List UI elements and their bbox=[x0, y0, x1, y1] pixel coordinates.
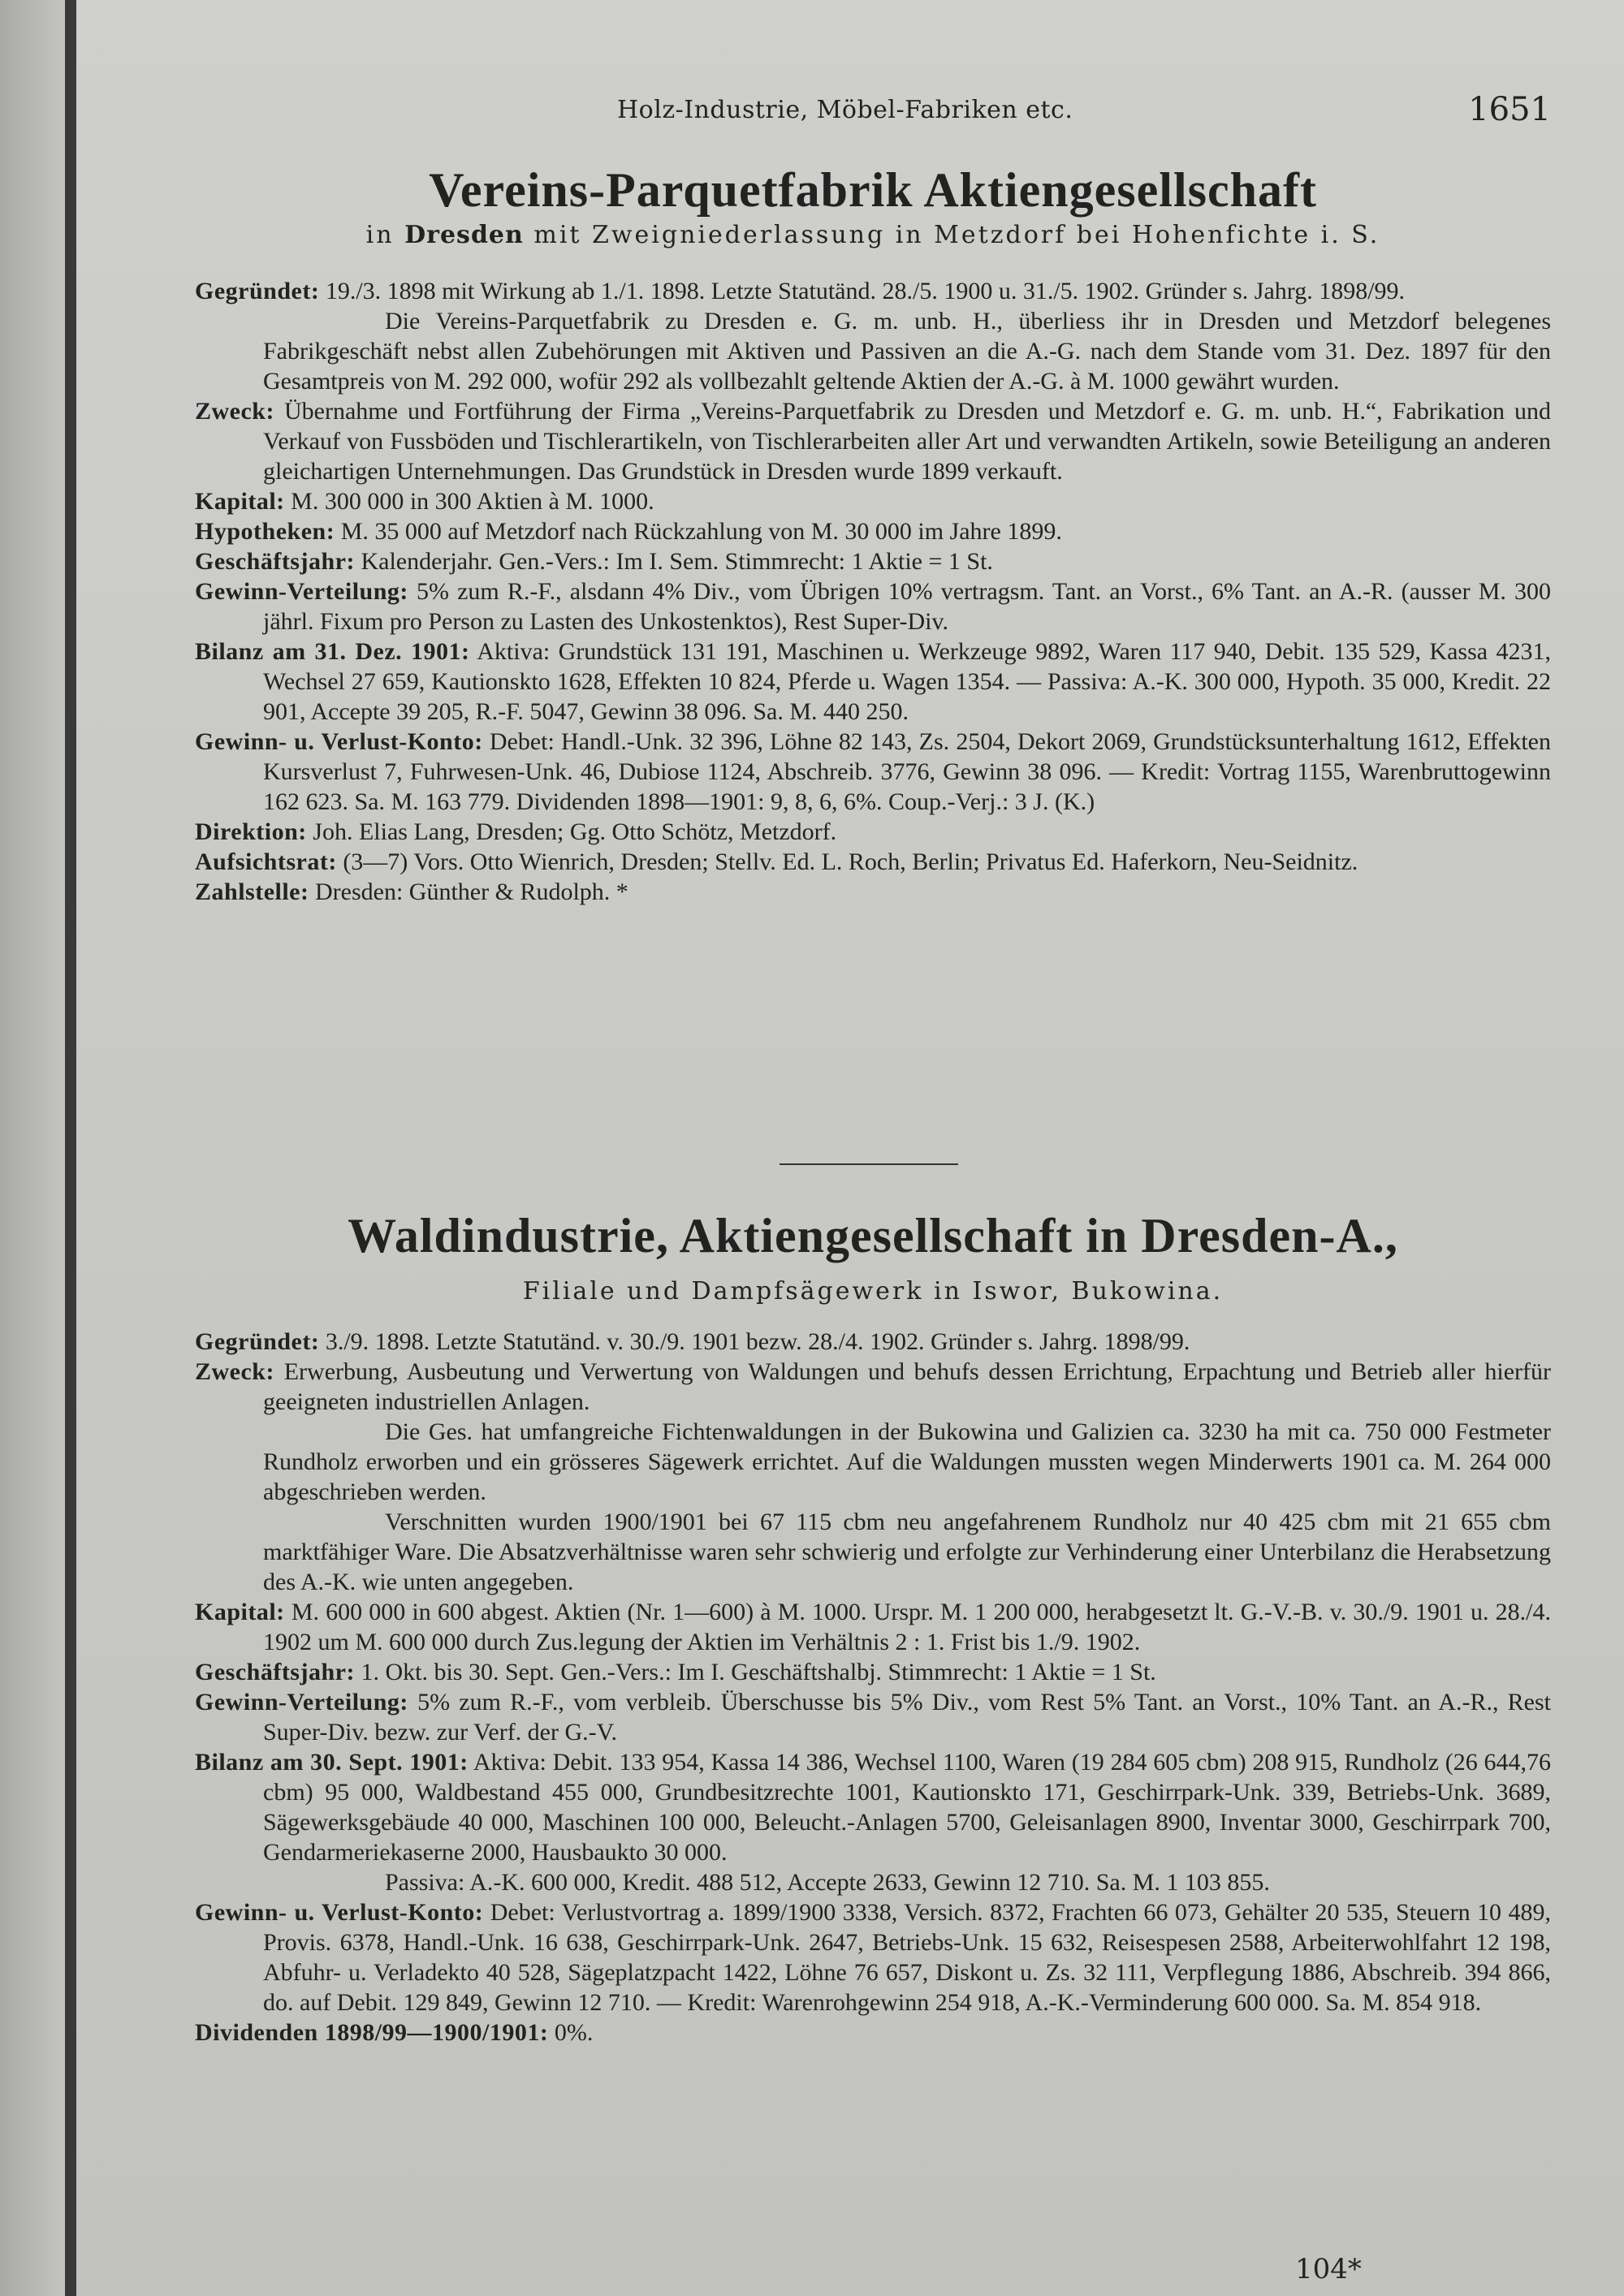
page-number: 1651 bbox=[1468, 91, 1551, 128]
company-title-1: Vereins-Parquetfabrik Aktiengesellschaft bbox=[429, 163, 1317, 217]
entry-paragraph bbox=[195, 1747, 1551, 1867]
subtitle-rest: mit Zweigniederlassung in Metzdorf bei Hohenfichte i. S. bbox=[533, 221, 1380, 249]
field-text: 3./9. 1898. Letzte Statutänd. v. 30./9. 1901 bezw. 28./4. 1902. Gründer s. Jahrg. 1898/99. bbox=[325, 1328, 1190, 1355]
field-text: Passiva: A.-K. 600 000, Kredit. 488 512, Accepte 2633, Gewinn 12 710. Sa. M. 1 103 855. bbox=[385, 1869, 1270, 1896]
field-label: Direktion: bbox=[195, 818, 307, 845]
field-label: Gewinn-Verteilung: bbox=[195, 578, 408, 605]
field-text: Erwerbung, Ausbeutung und Verwertung von Waldungen und behufs dessen Errichtung, Erpachtung und Betrieb aller hierfür geeigneten industriellen Anlagen. bbox=[263, 1358, 1551, 1415]
field-text: Die Ges. hat umfangreiche Fichtenwaldungen in der Bukowina und Galizien ca. 3230 ha mit ca. 750 000 Festmeter Rundholz erworben und ein grösseres Sägewerk errichtet. Auf die Waldungen mussten wegen Minderwerts 1901 ca. M. 264 000 abgeschrieben werden. bbox=[263, 1418, 1551, 1505]
field-label: Kapital: bbox=[195, 488, 285, 515]
field-text: 19./3. 1898 mit Wirkung ab 1./1. 1898. Letzte Statutänd. 28./5. 1900 u. 31./5. 1902. Gründer s. Jahrg. 1898/99. bbox=[325, 278, 1406, 304]
entry-paragraph bbox=[195, 1417, 1551, 1507]
field-label: Gewinn-Verteilung: bbox=[195, 1689, 408, 1716]
field-text: Die Vereins-Parquetfabrik zu Dresden e. G. m. unb. H., überliess ihr in Dresden und Metzdorf belegenes Fabrikgeschäft nebst allen Zubehörungen mit Aktiven und Passiven an die A.-G. nach dem Stande vom 31. Dez. 1897 für den Gesamtpreis von M. 292 000, wofür 292 als vollbezahlt geltende Aktien der A.-G. à M. 1000 gewährt wurden. bbox=[263, 308, 1551, 395]
company-entry-1 bbox=[195, 276, 1551, 907]
entry-paragraph bbox=[195, 576, 1551, 637]
entry-paragraph bbox=[195, 637, 1551, 727]
binding-edge bbox=[65, 0, 76, 2296]
field-text: 0%. bbox=[554, 2019, 594, 2046]
field-text: Aktiva: Debit. 133 954, Kassa 14 386, Wechsel 1100, Waren (19 284 605 cbm) 208 915, Rundholz (26 644,76 cbm) 95 000, Waldbestand 455 000, Grundbesitzrechte 1001, Kautionskto 171, Geschirrpark-Unk. 339, Betriebs-Unk. 3689, Sägewerksgebäude 40 000, Maschinen 100 000, Beleucht.-Anlagen 5700, Geleisanlagen 8900, Inventar 3000, Geschirrpark 700, Gendarmeriekaserne 2000, Hausbaukto 30 000. bbox=[263, 1749, 1551, 1866]
field-text: Debet: Verlustvortrag a. 1899/1900 3338, Versich. 8372, Frachten 66 073, Gehälter 20 535, Steuern 10 489, Provis. 6378, Handl.-Unk. 16 638, Geschirrpark-Unk. 2647, Betriebs-Unk. 15 632, Reisespesen 2588, Arbeiterwohlfahrt 12 198, Abfuhr- u. Verladekto 40 528, Sägeplatzpacht 1422, Löhne 76 657, Diskont u. Zs. 32 111, Verpflegung 1886, Abschreib. 394 866, do. auf Debit. 129 849, Gewinn 12 710. — Kredit: Warenrohgewinn 254 918, A.-K.-Verminderung 600 000. Sa. M. 854 918. bbox=[263, 1899, 1551, 2016]
entry-paragraph bbox=[195, 1687, 1551, 1747]
entry-paragraph bbox=[195, 486, 1551, 516]
field-text: Aktiva: Grundstück 131 191, Maschinen u. Werkzeuge 9892, Waren 117 940, Debit. 135 529, Kassa 4231, Wechsel 27 659, Kautionskto 1628, Effekten 10 824, Pferde u. Wagen 1354. — Passiva: A.-K. 300 000, Hypoth. 35 000, Kredit. 22 901, Accepte 39 205, R.-F. 5047, Gewinn 38 096. Sa. M. 440 250. bbox=[263, 638, 1551, 725]
entry-paragraph bbox=[195, 1867, 1551, 1897]
company-subtitle-2 bbox=[195, 1277, 1551, 1306]
entry-paragraph bbox=[195, 727, 1551, 817]
field-text: M. 35 000 auf Metzdorf nach Rückzahlung von M. 30 000 im Jahre 1899. bbox=[340, 518, 1062, 545]
entry-paragraph bbox=[195, 516, 1551, 546]
entry-paragraph bbox=[195, 1357, 1551, 1417]
field-label: Hypotheken: bbox=[195, 518, 335, 545]
field-label: Dividenden 1898/99—1900/1901: bbox=[195, 2019, 549, 2046]
field-text: Debet: Handl.-Unk. 32 396, Löhne 82 143, Zs. 2504, Dekort 2069, Grundstücksunterhaltung 1612, Effekten Kursverlust 7, Fuhrwesen-Unk. 46, Dubiose 1124, Abschreib. 3776, Gewinn 38 096. — Kredit: Vortrag 1155, Warenbruttogewinn 162 623. Sa. M. 163 779. Dividenden 1898—1901: 9, 8, 6, 6%. Coup.-Verj.: 3 J. (K.) bbox=[263, 728, 1551, 815]
field-label: Zahlstelle: bbox=[195, 878, 309, 905]
entry-paragraph bbox=[195, 1597, 1551, 1657]
field-text: 1. Okt. bis 30. Sept. Gen.-Vers.: Im I. Geschäftshalbj. Stimmrecht: 1 Aktie = 1 St. bbox=[361, 1659, 1156, 1685]
field-text: Dresden: Günther & Rudolph. * bbox=[315, 878, 628, 905]
company-subtitle-1 bbox=[195, 221, 1551, 249]
entry-paragraph bbox=[195, 276, 1551, 306]
field-label: Aufsichtsrat: bbox=[195, 848, 337, 875]
field-label: Gegründet: bbox=[195, 1328, 320, 1355]
field-text: M. 600 000 in 600 abgest. Aktien (Nr. 1—600) à M. 1000. Urspr. M. 1 200 000, herabgesetzt lt. G.-V.-B. v. 30./9. 1901 u. 28./4. 1902 um M. 600 000 durch Zus.legung der Aktien im Verhältnis 2 : 1. Frist bis 1./9. 1902. bbox=[263, 1599, 1552, 1655]
entry-paragraph bbox=[195, 2018, 1551, 2048]
entry-paragraph bbox=[195, 1657, 1551, 1687]
field-label: Bilanz am 31. Dez. 1901: bbox=[195, 638, 470, 665]
signature-mark: 104* bbox=[1295, 2253, 1362, 2285]
entry-paragraph bbox=[195, 1327, 1551, 1357]
field-label: Zweck: bbox=[195, 398, 274, 425]
field-text: 5% zum R.-F., alsdann 4% Div., vom Übrigen 10% vertragsm. Tant. an Vorst., 6% Tant. an A.-R. (ausser M. 300 jährl. Fixum pro Person zu Lasten des Unkostenktos), Rest Super-Div. bbox=[263, 578, 1552, 635]
field-label: Gewinn- u. Verlust-Konto: bbox=[195, 1899, 484, 1926]
entry-paragraph bbox=[195, 396, 1551, 486]
entry-paragraph bbox=[195, 877, 1551, 907]
field-label: Gegründet: bbox=[195, 278, 320, 304]
entry-paragraph bbox=[195, 546, 1551, 576]
field-text: 5% zum R.-F., vom verbleib. Überschusse bis 5% Div., vom Rest 5% Tant. an Vorst., 10% Tant. an A.-R., Rest Super-Div. bezw. zur Verf. der G.-V. bbox=[263, 1689, 1552, 1746]
entry-paragraph bbox=[195, 306, 1551, 396]
field-text: Verschnitten wurden 1900/1901 bei 67 115 cbm neu angefahrenem Rundholz nur 40 425 cbm mit 21 655 cbm marktfähiger Ware. Die Absatzverhältnisse waren sehr schwierig und erfolgte zur Verhinderung einer Unterbilanz die Herabsetzung des A.-K. wie unten angegeben. bbox=[263, 1508, 1551, 1595]
field-text: Übernahme und Fortführung der Firma „Vereins-Parquetfabrik zu Dresden und Metzdorf e. G. m. unb. H.“, Fabrikation und Verkauf von Fussböden und Tischlerartikeln, von Tischlerarbeiten aller Art und verwandten Artikeln, sowie Beteiligung an anderen gleichartigen Unternehmungen. Das Grundstück in Dresden wurde 1899 verkauft. bbox=[263, 398, 1552, 485]
running-title: Holz-Industrie, Möbel-Fabriken etc. bbox=[617, 96, 1073, 124]
company-title-2: Waldindustrie, Aktiengesellschaft in Dresden-A., bbox=[348, 1209, 1398, 1262]
field-label: Gewinn- u. Verlust-Konto: bbox=[195, 728, 483, 755]
field-text: M. 300 000 in 300 Aktien à M. 1000. bbox=[291, 488, 654, 515]
field-label: Zweck: bbox=[195, 1358, 274, 1385]
field-label: Geschäftsjahr: bbox=[195, 548, 355, 575]
field-label: Bilanz am 30. Sept. 1901: bbox=[195, 1749, 469, 1776]
subtitle-rest: Filiale und Dampfsägewerk in Iswor, Bukowina. bbox=[522, 1277, 1224, 1306]
company-entry-2 bbox=[195, 1327, 1551, 2048]
section-separator bbox=[780, 1163, 958, 1165]
entry-paragraph bbox=[195, 1507, 1551, 1597]
field-label: Geschäftsjahr: bbox=[195, 1659, 355, 1685]
binding-shadow bbox=[0, 0, 65, 2296]
entry-paragraph bbox=[195, 817, 1551, 847]
field-text: Kalenderjahr. Gen.-Vers.: Im I. Sem. Stimmrecht: 1 Aktie = 1 St. bbox=[361, 548, 993, 575]
running-header bbox=[195, 91, 1551, 140]
subtitle-prefix: in bbox=[365, 221, 395, 249]
entry-paragraph bbox=[195, 847, 1551, 877]
subtitle-city: Dresden bbox=[404, 221, 524, 249]
entry-paragraph bbox=[195, 1897, 1551, 2018]
field-label: Kapital: bbox=[195, 1599, 285, 1625]
field-text: Joh. Elias Lang, Dresden; Gg. Otto Schötz, Metzdorf. bbox=[313, 818, 837, 845]
field-text: (3—7) Vors. Otto Wienrich, Dresden; Stellv. Ed. L. Roch, Berlin; Privatus Ed. Haferkorn, Neu-Seidnitz. bbox=[343, 848, 1358, 875]
